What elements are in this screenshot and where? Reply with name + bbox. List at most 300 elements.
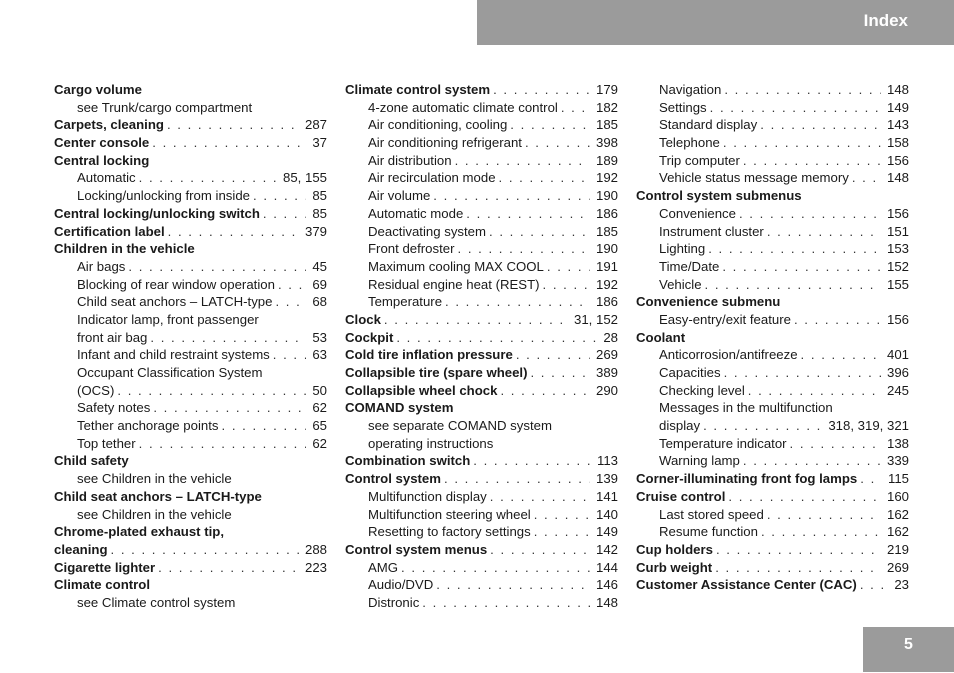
index-entry [54,488,327,506]
entry-label: Certification label [54,223,165,239]
index-subentry [345,594,618,612]
index-subentry [345,435,618,453]
entry-label: Air distribution [368,152,452,168]
dot-leader [743,452,881,470]
dot-leader [444,470,590,488]
entry-page-numbers: 186 [595,205,618,221]
entry-label: display [659,418,701,434]
index-subentry [636,276,909,294]
entry-label: Temperature [368,294,443,310]
entry-page-numbers: 138 [886,435,909,451]
dot-leader [111,541,299,559]
entry-page-numbers: 339 [886,453,909,469]
dot-leader [801,346,881,364]
entry-label: Cruise control [636,488,726,504]
entry-label: Central locking [54,152,150,168]
entry-label: see separate COMAND system [368,418,552,434]
dot-leader [743,152,881,170]
entry-label: Multifunction display [368,488,487,504]
dot-leader [490,488,590,506]
index-entry [636,187,909,205]
entry-label: Infant and child restraint systems [77,347,270,363]
index-entry [345,382,618,400]
index-entry [636,329,909,347]
entry-label: Air volume [368,188,431,204]
entry-page-numbers: 143 [886,117,909,133]
dot-leader [158,559,299,577]
entry-page-numbers: 185 [595,223,618,239]
entry-page-numbers: 398 [595,135,618,151]
dot-leader [275,293,306,311]
entry-page-numbers: 379 [304,223,327,239]
index-subentry [54,187,327,205]
entry-label: Air bags [77,258,126,274]
entry-label: cleaning [54,541,108,557]
entry-label: Last stored speed [659,506,764,522]
entry-label: Front defroster [368,241,455,257]
dot-leader [705,276,881,294]
entry-page-numbers: 162 [886,524,909,540]
index-subentry [345,417,618,435]
entry-label: Customer Assistance Center (CAC) [636,577,857,593]
index-subentry [345,134,618,152]
index-column-1 [54,81,327,612]
dot-leader [139,169,277,187]
dot-leader [748,382,881,400]
index-subentry [54,417,327,435]
entry-label: Messages in the multifunction [659,400,833,416]
entry-label: Child seat anchors – LATCH-type [77,294,273,310]
dot-leader [722,258,881,276]
entry-label: Air conditioning refrigerant [368,135,522,151]
index-subentry [345,523,618,541]
index-subentry [636,169,909,187]
entry-label: Easy-entry/exit feature [659,311,791,327]
entry-page-numbers: 85 [312,188,327,204]
index-subentry [636,116,909,134]
entry-label: Checking level [659,382,745,398]
index-subentry [636,81,909,99]
dot-leader [167,116,299,134]
index-subentry [345,488,618,506]
entry-label: 4-zone automatic climate control [368,99,558,115]
index-subentry [54,470,327,488]
index-entry [636,488,909,506]
index-subentry [54,329,327,347]
dot-leader [724,364,881,382]
entry-label: Center console [54,135,150,151]
entry-page-numbers: 288 [304,541,327,557]
entry-label: Settings [659,99,707,115]
index-subentry [345,240,618,258]
entry-label: Locking/unlocking from inside [77,188,250,204]
entry-page-numbers: 62 [312,435,327,451]
index-entry [54,205,327,223]
index-subentry [54,346,327,364]
index-subentry [636,223,909,241]
index-entry [345,311,618,329]
entry-label: Capacities [659,365,721,380]
entry-label: Indicator lamp, front passenger [77,311,259,327]
index-subentry [636,506,909,524]
section-title: Index [863,11,908,30]
dot-leader [499,169,590,187]
dot-leader [433,187,590,205]
entry-page-numbers: 155 [886,276,909,292]
page-number: 5 [904,636,913,653]
index-subentry [636,240,909,258]
entry-page-numbers: 156 [886,311,909,327]
index-subentry [54,258,327,276]
dot-leader [273,346,307,364]
entry-page-numbers: 153 [886,241,909,257]
dot-leader [525,134,590,152]
entry-label: Cup holders [636,541,713,557]
dot-leader [152,134,306,152]
index-subentry [54,382,327,400]
entry-label: Navigation [659,82,722,97]
index-subentry [54,276,327,294]
entry-label: Central locking/unlocking switch [54,205,260,221]
dot-leader [490,541,590,559]
dot-leader [547,258,590,276]
entry-page-numbers: 144 [595,559,618,575]
entry-label: Trip computer [659,152,740,168]
dot-leader [253,187,306,205]
entry-label: Telephone [659,135,720,151]
entry-label: Vehicle [659,276,702,292]
entry-label: AMG [368,559,399,575]
entry-label: Climate control [54,577,150,593]
index-entry [636,559,909,577]
entry-page-numbers: 53 [312,329,327,345]
entry-page-numbers: 31, 152 [574,311,618,327]
entry-page-numbers: 69 [312,276,327,292]
entry-page-numbers: 140 [595,506,618,522]
index-subentry [636,205,909,223]
entry-page-numbers: 287 [304,117,327,133]
dot-leader [703,417,822,435]
entry-page-numbers: 50 [312,382,327,398]
dot-leader [510,116,590,134]
index-subentry [636,152,909,170]
entry-page-numbers: 68 [312,294,327,310]
index-subentry [345,559,618,577]
entry-page-numbers: 269 [886,559,909,575]
index-subentry [636,452,909,470]
entry-label: Children in the vehicle [54,241,195,257]
index-subentry [54,506,327,524]
entry-label: Convenience [659,205,736,221]
entry-label: Occupant Classification System [77,365,263,380]
entry-page-numbers: 401 [886,347,909,363]
entry-label: Cigarette lighter [54,559,156,575]
entry-label: see Children in the vehicle [77,506,232,522]
index-entry [636,541,909,559]
entry-page-numbers: 115 [887,471,909,487]
entry-page-numbers: 219 [886,541,909,557]
entry-label: Curb weight [636,559,713,575]
index-subentry [345,205,618,223]
index-entry [54,559,327,577]
index-subentry [345,187,618,205]
entry-page-numbers: 151 [886,223,909,239]
entry-page-numbers: 142 [595,541,618,557]
entry-page-numbers: 389 [595,365,618,380]
entry-page-numbers: 85, 155 [283,170,327,186]
entry-page-numbers: 148 [886,82,909,97]
dot-leader [422,594,590,612]
index-entry [54,541,327,559]
dot-leader [708,240,881,258]
index-entry [345,346,618,364]
entry-label: Corner-illuminating front fog lamps [636,471,858,487]
index-subentry [54,594,327,612]
entry-page-numbers: 113 [596,453,618,469]
entry-page-numbers: 28 [603,329,618,345]
entry-page-numbers: 156 [886,152,909,168]
entry-label: Climate control system [345,82,491,97]
entry-label: Instrument cluster [659,223,764,239]
entry-page-numbers: 158 [886,135,909,151]
entry-page-numbers: 192 [595,170,618,186]
entry-label: Warning lamp [659,453,740,469]
entry-page-numbers: 160 [886,488,909,504]
dot-leader [473,452,591,470]
dot-leader [715,559,881,577]
entry-label: Vehicle status message memory [659,170,849,186]
index-entry [54,452,327,470]
entry-label: Maximum cooling MAX COOL [368,258,544,274]
dot-leader [128,258,306,276]
index-subentry [636,346,909,364]
index-subentry [54,364,327,382]
dot-leader [530,364,590,382]
index-entry [54,134,327,152]
index-subentry [636,435,909,453]
entry-label: see Climate control system [77,594,236,610]
entry-page-numbers: 139 [595,471,618,487]
entry-label: Automatic [77,170,136,186]
entry-page-numbers: 146 [595,577,618,593]
entry-page-numbers: 141 [595,488,618,504]
index-entry [54,576,327,594]
entry-label: Cargo volume [54,82,142,97]
index-subentry [54,311,327,329]
index-subentry [345,293,618,311]
entry-page-numbers: 318, 319, 321 [828,418,909,434]
dot-leader [117,382,306,400]
entry-label: see Trunk/cargo compartment [77,99,253,115]
entry-label: Residual engine heat (REST) [368,276,540,292]
entry-page-numbers: 149 [886,99,909,115]
entry-label: Resetting to factory settings [368,524,531,540]
entry-label: Convenience submenu [636,294,781,310]
dot-leader [401,559,590,577]
dot-leader [516,346,590,364]
entry-page-numbers: 148 [595,594,618,610]
index-entry [345,81,618,99]
header-tab [477,0,954,45]
entry-page-numbers: 223 [304,559,327,575]
entry-label: Tether anchorage points [77,418,219,434]
index-subentry [636,399,909,417]
index-entry [636,576,909,594]
index-subentry [54,435,327,453]
dot-leader [263,205,306,223]
entry-page-numbers: 152 [886,258,909,274]
entry-label: Automatic mode [368,205,464,221]
index-subentry [345,152,618,170]
entry-label: Anticorrosion/antifreeze [659,347,798,363]
entry-page-numbers: 156 [886,205,909,221]
entry-label: Safety notes [77,400,151,416]
index-entry [345,364,618,382]
dot-leader [500,382,590,400]
entry-page-numbers: 179 [595,82,618,97]
index-subentry [636,311,909,329]
index-entry [345,329,618,347]
index-subentry [636,523,909,541]
index-subentry [636,99,909,117]
dot-leader [455,152,590,170]
entry-label: Control system submenus [636,188,802,204]
entry-label: Chrome-plated exhaust tip, [54,524,224,540]
index-entry [636,470,909,488]
entry-page-numbers: 149 [595,524,618,540]
index-subentry [636,134,909,152]
entry-label: Time/Date [659,258,720,274]
entry-label: see Children in the vehicle [77,471,232,487]
entry-label: front air bag [77,329,148,345]
entry-page-numbers: 85 [312,205,327,221]
dot-leader [860,576,889,594]
dot-leader [561,99,590,117]
entry-page-numbers: 182 [595,99,618,115]
entry-page-numbers: 396 [886,365,909,380]
entry-label: Air conditioning, cooling [368,117,508,133]
entry-label: Child safety [54,453,129,469]
index-entry [345,452,618,470]
dot-leader [724,81,881,99]
index-subentry [345,258,618,276]
entry-label: operating instructions [368,435,494,451]
index-entry [345,399,618,417]
dot-leader [852,169,881,187]
index-subentry [54,399,327,417]
entry-label: Audio/DVD [368,577,434,593]
entry-page-numbers: 186 [595,294,618,310]
index-subentry [345,276,618,294]
dot-leader [150,329,306,347]
entry-page-numbers: 290 [595,382,618,398]
page-number-tab [863,627,954,672]
index-subentry [54,293,327,311]
entry-label: Control system [345,471,441,487]
dot-leader [534,506,590,524]
entry-page-numbers: 63 [312,347,327,363]
index-entry [345,541,618,559]
entry-page-numbers: 189 [595,152,618,168]
dot-leader [396,329,597,347]
entry-label: Multifunction steering wheel [368,506,531,522]
entry-label: Lighting [659,241,706,257]
entry-label: (OCS) [77,382,115,398]
dot-leader [153,399,306,417]
dot-leader [278,276,306,294]
index-subentry [345,223,618,241]
entry-page-numbers: 269 [595,347,618,363]
entry-label: Combination switch [345,453,471,469]
index-entry [54,523,327,541]
entry-label: Resume function [659,524,758,540]
dot-leader [222,417,307,435]
index-subentry [54,169,327,187]
dot-leader [489,223,590,241]
entry-label: Carpets, cleaning [54,117,164,133]
dot-leader [794,311,881,329]
index-subentry [345,506,618,524]
entry-page-numbers: 185 [595,117,618,133]
index-entry [54,223,327,241]
index-entry [54,152,327,170]
entry-page-numbers: 191 [595,258,618,274]
dot-leader [543,276,590,294]
dot-leader [466,205,590,223]
dot-leader [761,523,881,541]
dot-leader [860,470,882,488]
dot-leader [790,435,881,453]
index-entry [345,470,618,488]
entry-page-numbers: 62 [312,400,327,416]
entry-label: Clock [345,311,381,327]
entry-label: Distronic [368,594,420,610]
dot-leader [767,506,881,524]
dot-leader [139,435,307,453]
dot-leader [728,488,881,506]
entry-page-numbers: 37 [312,135,327,151]
index-entry [54,116,327,134]
index-subentry [345,99,618,117]
entry-label: Deactivating system [368,223,486,239]
dot-leader [760,116,881,134]
index-subentry [636,258,909,276]
dot-leader [445,293,590,311]
index-column-2 [345,81,618,612]
entry-label: Collapsible wheel chock [345,382,498,398]
dot-leader [384,311,568,329]
entry-label: COMAND system [345,400,454,416]
dot-leader [534,523,590,541]
index-entry [636,293,909,311]
entry-label: Top tether [77,435,136,451]
entry-label: Child seat anchors – LATCH-type [54,488,262,504]
index-entry [54,240,327,258]
index-subentry [345,576,618,594]
entry-page-numbers: 148 [886,170,909,186]
dot-leader [723,134,881,152]
dot-leader [458,240,590,258]
entry-label: Cold tire inflation pressure [345,347,513,363]
index-column-3 [636,81,909,594]
entry-page-numbers: 245 [886,382,909,398]
index-subentry [345,116,618,134]
index-subentry [636,417,909,435]
entry-label: Control system menus [345,541,488,557]
entry-label: Standard display [659,117,758,133]
dot-leader [436,576,590,594]
index-subentry [345,169,618,187]
